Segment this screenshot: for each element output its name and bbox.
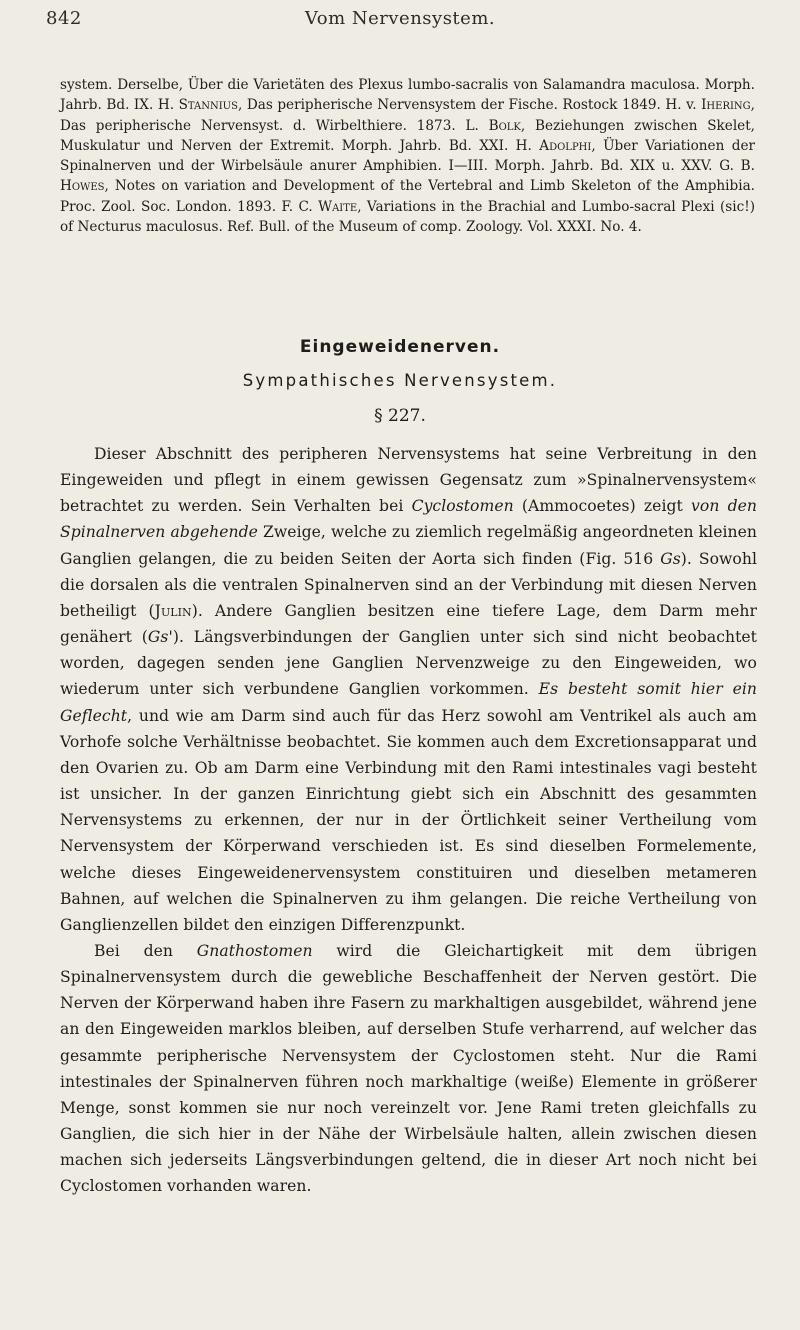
body-text bbox=[60, 441, 757, 1200]
text-run: ). Längsverbindungen der Ganglien unter sich sind nicht beobachtet worden, dagegen senden jene Ganglien Nervenzweige zu den Eingeweiden, wo wiederum unter sich verbundene Ganglien vorkommen. bbox=[60, 628, 757, 699]
ref-text: , Das peripherische Nervensystem der Fische. Rostock 1849. H. v. bbox=[237, 97, 702, 114]
page-number: 842 bbox=[46, 8, 82, 29]
running-header bbox=[46, 8, 754, 38]
section-title: Eingeweidenerven. bbox=[299, 337, 501, 357]
text-run: , und wie am Darm sind auch für das Herz sowohl am Ventrikel als auch am Vorhofe solche Verhältnisse beobachtet. Sie kommen auch dem Excretionsapparat und den Ovarien zu. Ob am Darm eine Verbindung mit den Rami intestinales vagi besteht ist unsicher. In der ganzen Einrichtung giebt sich ein Abschnitt des gesammten Nervensystems zu erkennen, der nur in der Örtlichkeit seiner Vertheilung vom Nervensystem der Körperwand verschieden ist. Es sind dieselben Formelemente, welche dieses Eingeweidenervensystem constituiren und dieselben metameren Bahnen, auf welchen die Spinalnerven zu ihm gelangen. Die reiche Vertheilung von Ganglienzellen bildet den einzigen Differenzpunkt. bbox=[60, 706, 757, 934]
body-paragraph-1 bbox=[60, 441, 757, 938]
author-name: Waite bbox=[318, 198, 358, 215]
author-name: Howes bbox=[60, 178, 105, 195]
figure-label: Gs bbox=[660, 549, 681, 568]
ref-text: system. Derselbe, Über die Varietäten des Plexus lumbo-sacralis von Salamandra maculosa. Morph. Jahrb. Bd. IX. H. bbox=[60, 77, 755, 114]
references-paragraph bbox=[60, 75, 755, 237]
author-name: Ihering bbox=[701, 97, 751, 114]
text-run: Zweige, welche zu ziemlich regelmäßig angeordneten kleinen Ganglien gelangen, die zu beiden Seiten der Aorta sich finden (Fig. 516 bbox=[60, 523, 757, 568]
author-name: Bolk bbox=[488, 117, 521, 134]
author-name: Julin bbox=[154, 601, 192, 620]
italic-term: Es besteht somit hier ein Geflecht bbox=[60, 680, 757, 725]
ref-text: , Notes on variation and Development of the Vertebral and Limb Skeleton of the Amphibia. Proc. Zool. Soc. London. 1893. F. C. bbox=[60, 178, 755, 215]
literature-references bbox=[60, 75, 755, 237]
text-run: (Ammocoetes) zeigt bbox=[513, 497, 692, 516]
italic-term: von den Spinalnerven abgehende bbox=[60, 497, 757, 542]
italic-term: Cyclostomen bbox=[411, 497, 514, 516]
figure-label: Gs' bbox=[147, 628, 173, 647]
ref-text: , Über Variationen der Spinalnerven und der Wirbelsäule anurer Amphibien. I—III. Morph. Jahrb. Bd. XIX u. XXV. G. B. bbox=[60, 137, 755, 175]
ref-text: , Variations in the Brachial and Lumbo-sacral Plexi (sic!) of Necturus maculosus. Ref. Bull. of the Museum of comp. Zoology. Vol. XXXI. No. 4. bbox=[60, 198, 756, 236]
text-run: Dieser Abschnitt des peripheren Nervensystems hat seine Verbreitung in den Eingeweiden und pflegt in einem gewissen Gegensatz zum »Spinalnervensystem« betrachtet zu werden. Sein Verhalten bei bbox=[60, 445, 757, 516]
ref-text: , Beziehungen zwischen Skelet, Muskulatur und Nerven der Extremit. Morph. Jahrb. Bd. XXI. H. bbox=[60, 117, 756, 154]
text-run: ). Andere Ganglien besitzen eine tiefere Lage, dem Darm mehr genähert ( bbox=[60, 601, 757, 647]
author-name: Stannius bbox=[178, 97, 238, 114]
italic-term: Gnathostomen bbox=[196, 941, 313, 960]
text-run: ). Sowohl die dorsalen als die ventralen Spinalnerven sind an der Verbindung mit diesen Nerven betheiligt ( bbox=[60, 549, 757, 620]
text-run: wird die Gleichartigkeit mit dem übrigen Spinalnervensystem durch die gewebliche Beschaffenheit der Nerven gestört. Die Nerven der Körperwand haben ihre Fasern zu markhaltigen ausgebildet, während jene an den Eingeweiden marklos bleiben, auf derselben Stufe verharrend, auf welcher das gesammte peripherische Nervensystem der Cyclostomen steht. Nur die Rami intestinales der Spinalnerven führen noch markhaltige (weiße) Elemente in größerer Menge, sonst kommen sie nur noch vereinzelt vor. Jene Rami treten gleichfalls zu Ganglien, die sich hier in der Nähe der Wirbelsäule halten, allein zwischen diesen machen sich jederseits Längsverbindungen geltend, die in dieser Art noch nicht bei Cyclostomen vorhanden waren. bbox=[60, 941, 757, 1196]
author-name: Adolphi bbox=[539, 137, 592, 154]
paragraph-number: § 227. bbox=[374, 406, 426, 426]
text-run: Bei den bbox=[94, 941, 197, 960]
body-paragraph-2 bbox=[60, 938, 757, 1200]
subsection-title: Sympathisches Nervensystem. bbox=[242, 371, 558, 390]
ref-text: , Das peripherische Nervensyst. d. Wirbelthiere. 1873. L. bbox=[60, 97, 755, 134]
running-title: Vom Nervensystem. bbox=[304, 8, 496, 29]
